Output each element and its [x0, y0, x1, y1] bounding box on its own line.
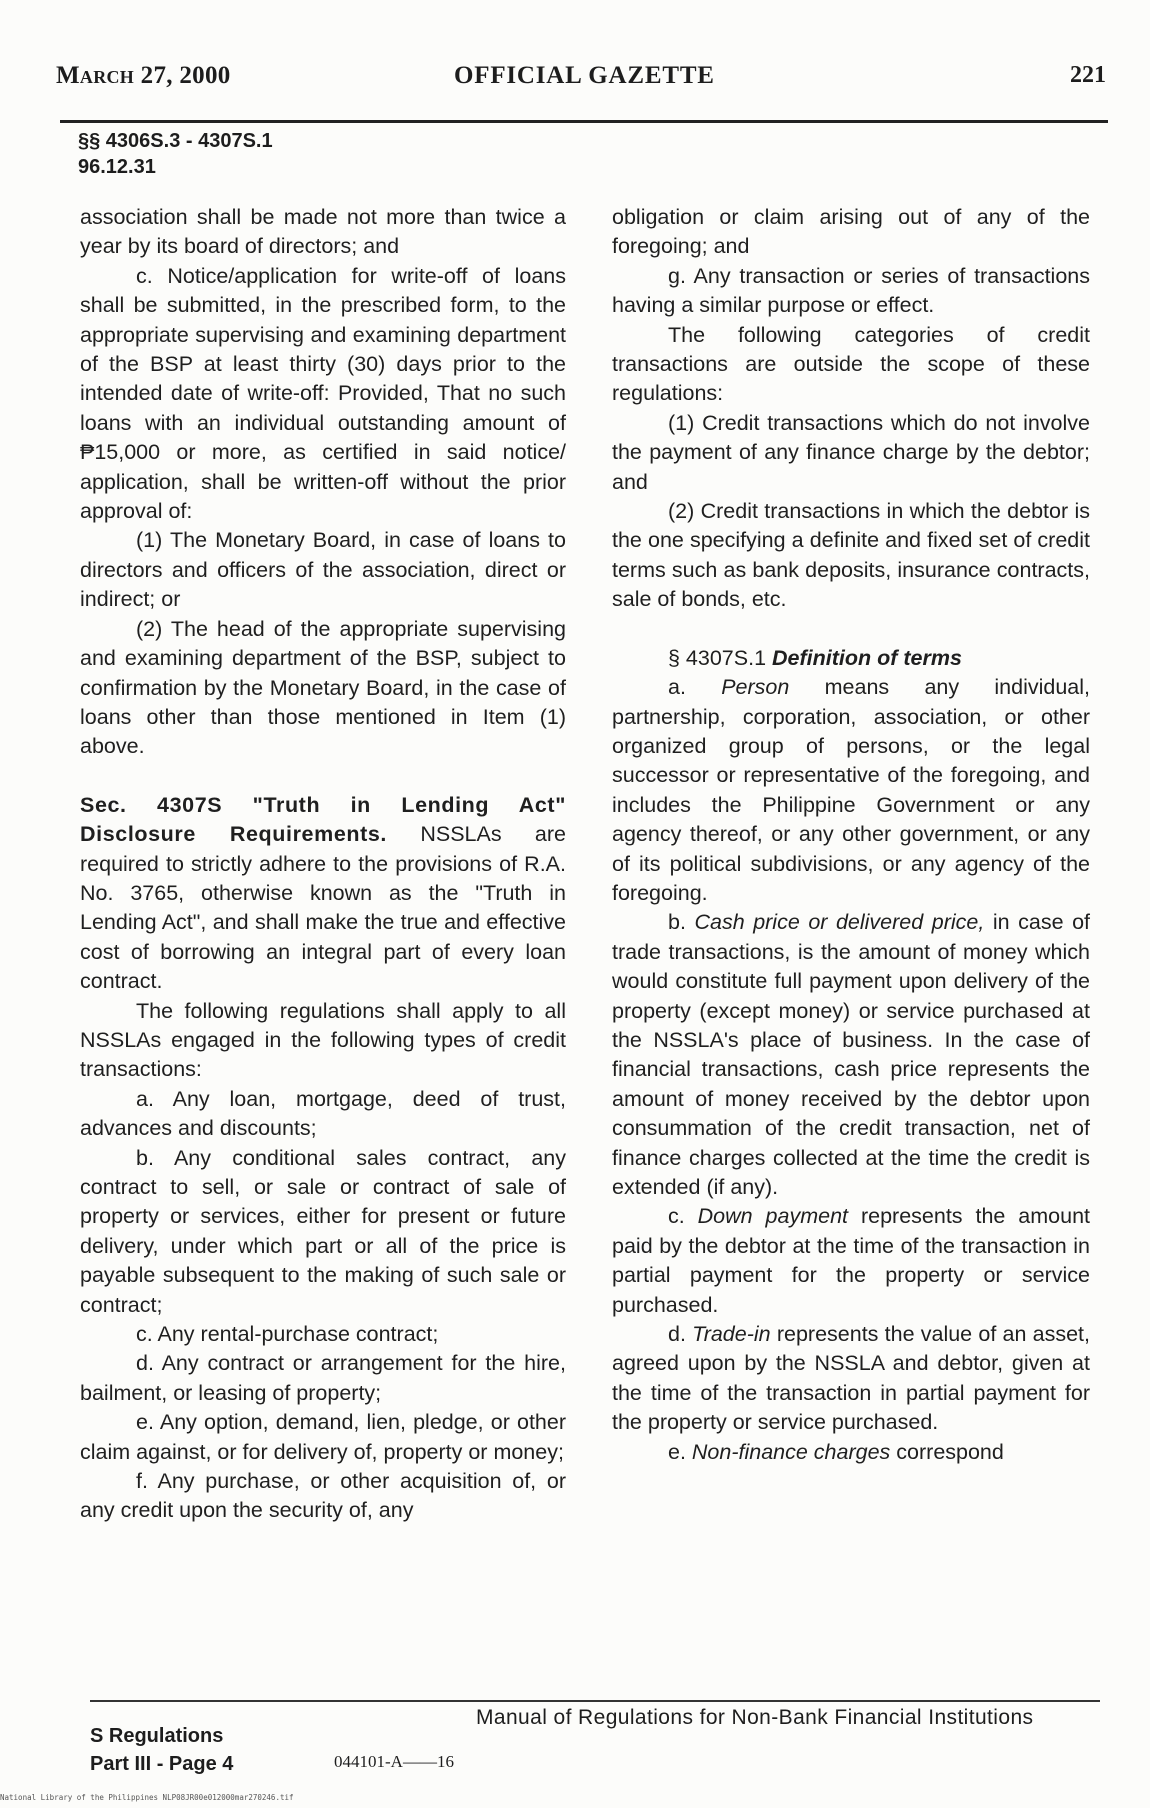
scan-identifier: National Library of the Philippines NLP08JR00e012000mar270246.tif	[0, 1793, 294, 1802]
definition-paragraph	[612, 1438, 1090, 1467]
paragraph-text: The following categories of credit transactions are outside the scope of these regulations:	[612, 322, 1090, 406]
paragraph-text: a. Any loan, mortgage, deed of trust, advances and discounts;	[80, 1086, 566, 1141]
subsection-title: Definition of terms	[772, 645, 962, 670]
paragraph-text: f. Any purchase, or other acquisition of, or any credit upon the security of, any	[80, 1469, 566, 1523]
paragraph-continued	[612, 203, 1090, 262]
paragraph	[612, 321, 1090, 409]
running-header	[56, 62, 1106, 102]
footer-code: 044101-A——16	[334, 1752, 454, 1771]
paragraph	[612, 409, 1090, 497]
definition-letter: b.	[668, 910, 695, 935]
section-paragraph	[80, 791, 566, 997]
paragraph-text: association shall be made not more than twice a year by its board of directors; and	[80, 205, 566, 259]
footer-left	[90, 1722, 233, 1778]
paragraph-gap	[612, 615, 1090, 644]
paragraph-text: The following regulations shall apply to all NSSLAs engaged in the following types of credit transactions:	[80, 998, 566, 1082]
paragraph-text: NSSLAs are required to strictly adhere to the provisions of R.A. No. 3765, otherwise known as the "Truth in Lending Act", and shall make the true and effective cost of borrowing an integral part of every loan contract.	[80, 822, 566, 994]
left-column	[80, 203, 566, 1526]
definition-term: Down payment	[697, 1204, 849, 1229]
paragraph-text: in case of trade transactions, is the amount of money which would constitute full payment upon delivery of the property (except money) or service purchased at the NSSLA's place of business. In the case of financial transactions, cash price represents the amount of money received by the debtor upon consummation of the credit transaction, net of finance charges collected at the time the credit is extended (if any).	[612, 910, 1090, 1199]
paragraph-text: represents the amount paid by the debtor at the time of the transaction in partial payment for the property or service purchased.	[612, 1204, 1090, 1317]
definition-paragraph	[612, 1202, 1090, 1320]
definition-paragraph	[612, 908, 1090, 1202]
footer-page: Part III - Page 4	[90, 1753, 234, 1775]
paragraph	[80, 1408, 566, 1467]
section-heading: Sec. 4307S "Truth in Lending Act" Disclosure Requirements.	[80, 792, 566, 847]
paragraph-text: (2) The head of the appropriate supervising and examining department of the BSP, subject to confirmation by the Monetary Board, in the case of loans other than those mentioned in Item (1) above.	[80, 616, 566, 759]
footer-rule	[90, 1700, 1100, 1702]
paragraph-text: (1) Credit transactions which do not involve the payment of any finance charge by the debtor; and	[612, 410, 1090, 494]
definition-letter: e.	[668, 1439, 692, 1464]
paragraph	[80, 526, 566, 614]
paragraph-text: d. Any contract or arrangement for the hire, bailment, or leasing of property;	[80, 1351, 566, 1405]
paragraph	[80, 1349, 566, 1408]
section-range: §§ 4306S.3 - 4307S.1	[78, 130, 273, 152]
footer-manual-title: Manual of Regulations for Non-Bank Financial Institutions	[476, 1706, 1034, 1729]
paragraph	[80, 1085, 566, 1144]
header-rule	[60, 120, 1108, 123]
paragraph-text: obligation or claim arising out of any of the foregoing; and	[612, 205, 1090, 259]
paragraph-text: (2) Credit transactions in which the debtor is the one specifying a definite and fixed set of credit terms such as bank deposits, insurance contracts, sale of bonds, etc.	[612, 499, 1090, 612]
paragraph-text: means any individual, partnership, corporation, association, or other organized group of persons, or the legal successor or representative of the foregoing, and includes the Philippine Government or any agency thereof, or any other government, or any of its political subdivisions, or any agency of the foregoing.	[612, 675, 1091, 905]
paragraph	[612, 497, 1090, 615]
section-reference	[78, 128, 273, 180]
definition-paragraph	[612, 1320, 1090, 1438]
header-date: March 27, 2000	[56, 62, 231, 89]
paragraph	[80, 262, 566, 527]
header-page-number: 221	[1070, 62, 1106, 88]
right-column	[612, 203, 1090, 1467]
paragraph-text: c. Notice/application for write-off of loans shall be submitted, in the prescribed form, to the appropriate supervising and examining department of the BSP at least thirty (30) days prior to the intended date of write-off: Provided, That no such loans with an individual outstanding amount of ₱15,000 or more, as certified in said notice/ application, shall be written-off without the prior approval of:	[80, 263, 566, 524]
definition-letter: c.	[668, 1204, 698, 1229]
paragraph-text: g. Any transaction or series of transactions having a similar purpose or effect.	[612, 263, 1090, 318]
paragraph-text: correspond	[890, 1439, 1004, 1464]
paragraph-text: (1) The Monetary Board, in case of loans to directors and officers of the association, direct or indirect; or	[80, 528, 566, 612]
paragraph-text: represents the value of an asset, agreed upon by the NSSLA and debtor, given at the time of the transaction in partial payment for the property or service purchased.	[612, 1322, 1090, 1435]
definition-term: Non-finance charges	[691, 1439, 891, 1464]
definition-term: Cash price or delivered price,	[694, 910, 985, 935]
paragraph-text: b. Any conditional sales contract, any contract to sell, or sale or contract of sale of property or services, either for present or future delivery, under which part or all of the price is payable subsequent to the making of such sale or contract;	[80, 1145, 566, 1317]
paragraph-gap	[80, 762, 566, 791]
paragraph	[80, 615, 566, 762]
definition-letter: d.	[668, 1322, 693, 1347]
subsection-number: § 4307S.1	[668, 645, 773, 670]
section-date: 96.12.31	[78, 156, 156, 178]
paragraph-text: c. Any rental-purchase contract;	[136, 1322, 439, 1347]
paragraph-text: e. Any option, demand, lien, pledge, or other claim against, or for delivery of, property or money;	[80, 1410, 566, 1464]
paragraph	[80, 1320, 566, 1349]
footer-series: S Regulations	[90, 1725, 224, 1747]
subsection-heading	[612, 644, 1090, 673]
paragraph-continued	[80, 203, 566, 262]
paragraph	[80, 1144, 566, 1320]
paragraph	[612, 262, 1090, 321]
header-title: OFFICIAL GAZETTE	[454, 62, 715, 89]
paragraph	[80, 997, 566, 1085]
paragraph	[80, 1467, 566, 1526]
definition-paragraph	[612, 673, 1090, 908]
definition-letter: a.	[668, 675, 722, 700]
definition-term: Trade-in	[692, 1322, 771, 1347]
definition-term: Person	[721, 675, 790, 700]
